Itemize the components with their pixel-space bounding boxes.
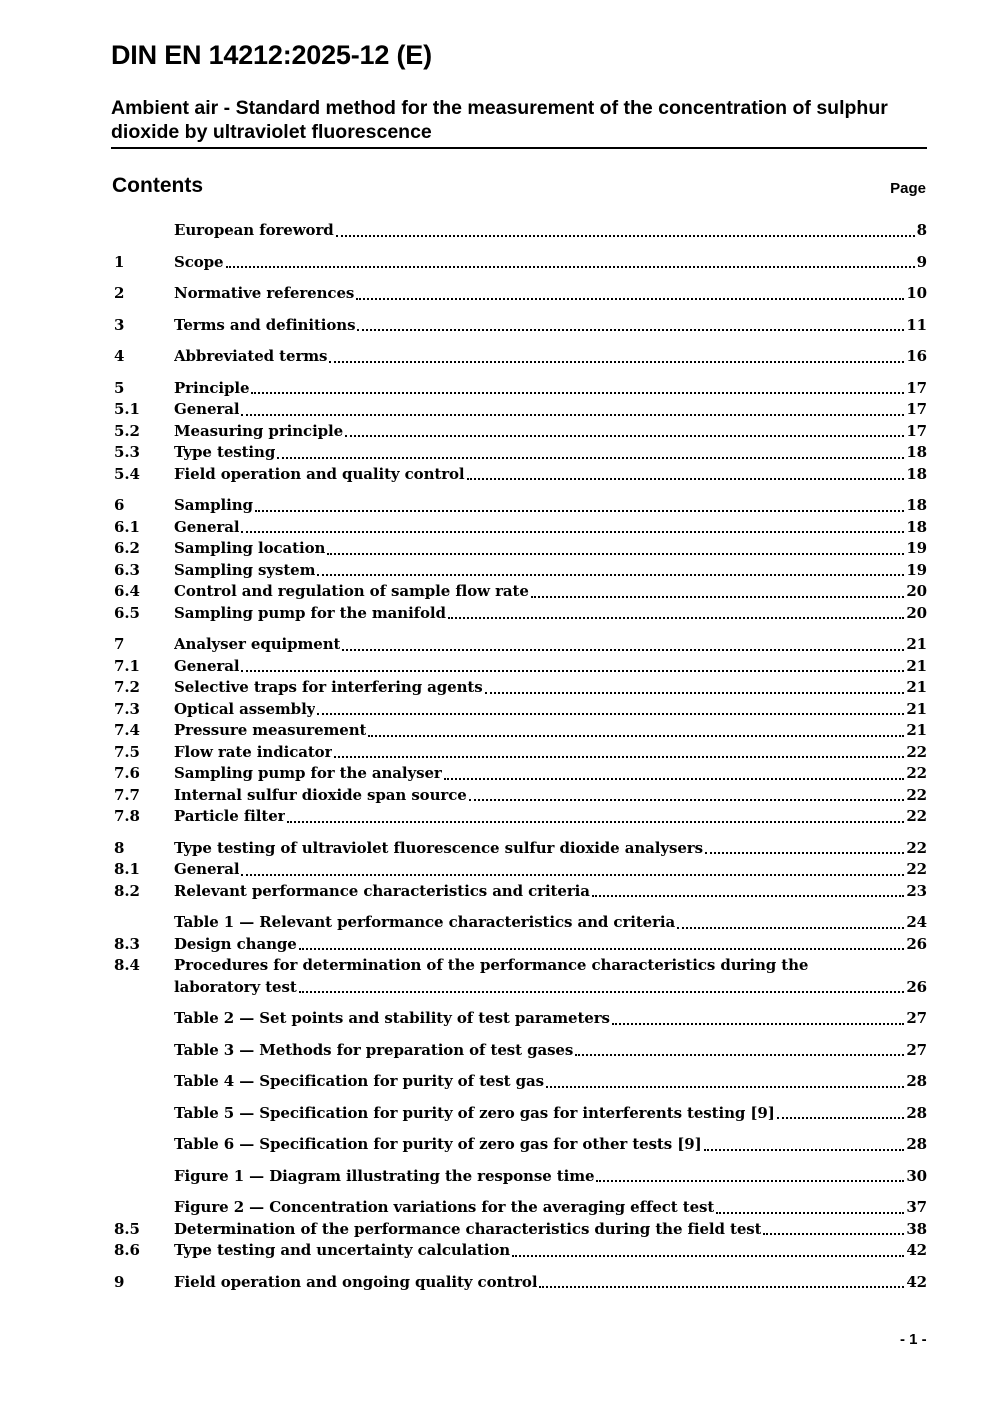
- toc-entry-page: 26: [906, 977, 927, 996]
- toc-entry[interactable]: [114, 560, 927, 582]
- toc-group: [114, 838, 927, 903]
- toc-entry-title: Sampling pump for the analyser: [174, 764, 442, 782]
- toc-entry-title: European foreword: [174, 221, 334, 239]
- toc-entry-title: Optical assembly: [174, 699, 316, 718]
- toc-entry-page: 42: [906, 1272, 927, 1291]
- toc-entry-page: 10: [906, 284, 927, 302]
- dot-leader: [317, 713, 904, 715]
- dot-leader: [596, 1180, 904, 1182]
- toc-group: [114, 315, 927, 337]
- dot-leader: [287, 821, 904, 823]
- dot-leader: [357, 329, 904, 331]
- toc-entry[interactable]: [114, 859, 927, 881]
- toc-group: [114, 1071, 927, 1093]
- toc-group: [114, 1197, 927, 1262]
- toc-entry-number: 5.2: [114, 421, 140, 440]
- dot-leader: [317, 574, 904, 576]
- dot-leader: [336, 235, 915, 237]
- toc-entry-number: 7.2: [114, 678, 140, 696]
- toc-entry-title: Design change: [174, 934, 297, 953]
- toc-entry-number: 8.2: [114, 881, 140, 900]
- toc-entry-page: 19: [906, 539, 927, 557]
- toc-entry[interactable]: [114, 1071, 927, 1093]
- toc-entry-title: Table 6 — Specification for purity of zero gas for other tests [9]: [174, 1135, 702, 1153]
- toc-entry-number: 5.1: [114, 400, 140, 418]
- contents-heading: Contents: [112, 174, 203, 197]
- toc-entry-title: Flow rate indicator: [174, 742, 333, 761]
- toc-entry-number: 6.2: [114, 539, 140, 557]
- toc-entry-page: 21: [906, 699, 927, 718]
- dot-leader: [777, 1117, 905, 1119]
- toc-entry-title: Measuring principle: [174, 421, 344, 440]
- toc-entry-number: 6: [114, 496, 125, 514]
- toc-entry-title: Selective traps for interfering agents: [174, 678, 483, 696]
- toc-entry[interactable]: [114, 1040, 927, 1062]
- toc-entry[interactable]: [114, 1166, 927, 1188]
- toc-entry-number: 6.4: [114, 582, 140, 600]
- dot-leader: [342, 649, 904, 651]
- toc-entry-number: 8.1: [114, 860, 140, 878]
- dot-leader: [444, 778, 905, 780]
- toc-entry[interactable]: [114, 634, 927, 656]
- toc-entry-page: 28: [906, 1072, 927, 1090]
- toc-entry-page: 27: [906, 1009, 927, 1027]
- toc-entry[interactable]: [114, 656, 927, 678]
- toc-entry-title: General: [174, 860, 240, 878]
- toc-entry-number: 6.3: [114, 560, 140, 579]
- toc-entry-page: 21: [906, 635, 927, 653]
- toc-group: [114, 252, 927, 274]
- toc-group: [114, 378, 927, 486]
- dot-leader: [241, 874, 904, 876]
- toc-entry-page: 22: [906, 742, 927, 761]
- dot-leader: [467, 478, 905, 480]
- toc-entry-page: 38: [906, 1219, 927, 1238]
- toc-entry[interactable]: [114, 838, 927, 860]
- toc-entry[interactable]: [114, 955, 927, 977]
- toc-entry-title: Table 1 — Relevant performance characteristics and criteria: [174, 913, 676, 931]
- toc-entry-page: 22: [906, 807, 927, 825]
- toc-entry[interactable]: [114, 283, 927, 305]
- dot-leader: [334, 756, 904, 758]
- toc-entry[interactable]: [114, 517, 927, 539]
- toc-group: [114, 1272, 927, 1294]
- page-number: - 1 -: [900, 1331, 927, 1348]
- dot-leader: [299, 948, 905, 950]
- toc-group: [114, 1040, 927, 1062]
- dot-leader: [592, 895, 904, 897]
- toc-entry-title: Type testing: [174, 443, 276, 461]
- dot-leader: [531, 596, 905, 598]
- toc-entry-number: 5.3: [114, 443, 140, 461]
- toc-entry-title: Procedures for determination of the performance characteristics during the: [174, 956, 809, 974]
- toc-entry-number: 8.4: [114, 956, 140, 974]
- toc-entry-page: 22: [906, 785, 927, 804]
- toc-entry-page: 28: [906, 1103, 927, 1122]
- toc-entry-page: 21: [906, 678, 927, 696]
- toc-entry-page: 17: [906, 378, 927, 397]
- toc-entry-page: 21: [906, 656, 927, 675]
- toc-entry-title: Normative references: [174, 284, 355, 302]
- toc-entry-title: Analyser equipment: [174, 635, 341, 653]
- toc-entry-number: 7.8: [114, 807, 140, 825]
- toc-entry-number: 4: [114, 347, 125, 365]
- toc-entry-title: Pressure measurement: [174, 721, 367, 739]
- toc-entry-page: 24: [906, 913, 927, 931]
- toc-entry-page: 17: [906, 400, 927, 418]
- toc-entry-number: 6.5: [114, 603, 140, 622]
- toc-entry[interactable]: [114, 581, 927, 603]
- toc-entry-page: 8: [916, 221, 927, 239]
- toc-entry-number: 8.3: [114, 934, 140, 953]
- dot-leader: [677, 927, 904, 929]
- toc-entry-page: 18: [906, 517, 927, 536]
- toc-group: [114, 912, 927, 998]
- toc-entry-number: 8: [114, 838, 125, 857]
- toc-entry-page: 26: [906, 934, 927, 953]
- toc-entry-page: 18: [906, 464, 927, 483]
- toc-entry-title: Determination of the performance characteristics during the field test: [174, 1219, 762, 1238]
- toc-entry[interactable]: [114, 881, 927, 903]
- toc-entry-title-continued: laboratory test: [174, 977, 297, 996]
- toc-entry-number: 7.6: [114, 764, 140, 782]
- dot-leader: [241, 414, 904, 416]
- toc-entry-title: Figure 2 — Concentration variations for the averaging effect test: [174, 1198, 715, 1216]
- toc-entry-page: 23: [906, 881, 927, 900]
- toc-entry-page: 21: [906, 721, 927, 739]
- dot-leader: [299, 991, 905, 993]
- dot-leader: [277, 457, 904, 459]
- toc-group: [114, 495, 927, 624]
- toc-entry-continuation[interactable]: [114, 977, 927, 999]
- toc-entry-page: 16: [906, 347, 927, 365]
- toc-entry-number: 7.1: [114, 656, 140, 675]
- toc-entry-number: 5: [114, 378, 125, 397]
- toc-entry-title: Figure 1 — Diagram illustrating the response time: [174, 1166, 595, 1185]
- toc-entry[interactable]: [114, 742, 927, 764]
- toc-entry-title: Sampling pump for the manifold: [174, 603, 446, 622]
- toc-group: [114, 1166, 927, 1188]
- dot-leader: [546, 1086, 904, 1088]
- toc-entry-title: Scope: [174, 252, 224, 271]
- toc-entry-title: General: [174, 656, 240, 675]
- toc-entry[interactable]: [114, 699, 927, 721]
- toc-entry-title: Table 3 — Methods for preparation of test gases: [174, 1040, 574, 1059]
- toc-entry-page: 11: [906, 315, 927, 334]
- toc-entry-title: Relevant performance characteristics and criteria: [174, 881, 590, 900]
- toc-entry-title: Internal sulfur dioxide span source: [174, 785, 467, 804]
- toc-entry-title: Principle: [174, 378, 250, 397]
- toc-entry-title: Sampling location: [174, 539, 326, 557]
- toc-group: [114, 1103, 927, 1125]
- dot-leader: [241, 531, 904, 533]
- toc-entry-number: 2: [114, 284, 125, 302]
- toc-entry-page: 17: [906, 421, 927, 440]
- toc-entry-page: 20: [906, 582, 927, 600]
- toc-entry-number: 7.4: [114, 721, 140, 739]
- toc-entry[interactable]: [114, 1008, 927, 1030]
- dot-leader: [705, 852, 904, 854]
- dot-leader: [329, 361, 904, 363]
- toc-entry[interactable]: [114, 315, 927, 337]
- page-column-heading: Page: [890, 180, 926, 197]
- toc-entry[interactable]: [114, 720, 927, 742]
- toc-entry-page: 20: [906, 603, 927, 622]
- toc-entry-page: 22: [906, 838, 927, 857]
- toc-entry-title: Type testing and uncertainty calculation: [174, 1241, 511, 1259]
- table-of-contents: [114, 220, 927, 1303]
- dot-leader: [226, 266, 915, 268]
- dot-leader: [368, 735, 904, 737]
- toc-entry[interactable]: [114, 346, 927, 368]
- toc-entry-title: Terms and definitions: [174, 315, 356, 334]
- toc-entry-number: 7.3: [114, 699, 140, 718]
- dot-leader: [539, 1286, 904, 1288]
- toc-group: [114, 1134, 927, 1156]
- toc-entry-number: 1: [114, 252, 125, 271]
- toc-entry-title: Abbreviated terms: [174, 347, 328, 365]
- dot-leader: [251, 392, 904, 394]
- toc-entry-title: Control and regulation of sample flow rate: [174, 582, 529, 600]
- toc-entry[interactable]: [114, 1134, 927, 1156]
- document-id: DIN EN 14212:2025-12 (E): [111, 40, 432, 70]
- toc-group: [114, 634, 927, 828]
- toc-entry-title: Sampling system: [174, 560, 316, 579]
- toc-entry-page: 22: [906, 764, 927, 782]
- toc-entry-title: Table 4 — Specification for purity of test gas: [174, 1072, 544, 1090]
- toc-entry[interactable]: [114, 220, 927, 242]
- toc-entry-title: Field operation and quality control: [174, 464, 465, 483]
- toc-entry[interactable]: [114, 442, 927, 464]
- toc-entry[interactable]: [114, 806, 927, 828]
- dot-leader: [763, 1233, 904, 1235]
- dot-leader: [704, 1149, 905, 1151]
- toc-entry[interactable]: [114, 1219, 927, 1241]
- toc-entry-page: 9: [916, 252, 927, 271]
- toc-entry[interactable]: [114, 934, 927, 956]
- dot-leader: [612, 1023, 904, 1025]
- toc-entry[interactable]: [114, 399, 927, 421]
- toc-entry-title: Particle filter: [174, 807, 286, 825]
- toc-entry-page: 42: [906, 1241, 927, 1259]
- toc-entry-page: 22: [906, 860, 927, 878]
- toc-entry-page: 18: [906, 496, 927, 514]
- toc-entry-title: Table 2 — Set points and stability of test parameters: [174, 1009, 610, 1027]
- toc-entry-title: Sampling: [174, 496, 253, 514]
- toc-entry[interactable]: [114, 495, 927, 517]
- toc-entry-page: 30: [906, 1166, 927, 1185]
- toc-entry[interactable]: [114, 378, 927, 400]
- dot-leader: [512, 1255, 904, 1257]
- toc-group: [114, 346, 927, 368]
- toc-entry[interactable]: [114, 538, 927, 560]
- toc-entry-page: 28: [906, 1135, 927, 1153]
- toc-entry[interactable]: [114, 1272, 927, 1294]
- toc-entry-page: 27: [906, 1040, 927, 1059]
- dot-leader: [448, 617, 904, 619]
- toc-entry-number: 8.5: [114, 1219, 140, 1238]
- toc-entry[interactable]: [114, 785, 927, 807]
- toc-entry[interactable]: [114, 421, 927, 443]
- dot-leader: [469, 799, 905, 801]
- toc-entry-number: 9: [114, 1272, 125, 1291]
- toc-entry[interactable]: [114, 1240, 927, 1262]
- toc-entry-number: 7.5: [114, 742, 140, 761]
- toc-entry-title: General: [174, 517, 240, 536]
- toc-entry-title: Field operation and ongoing quality control: [174, 1272, 538, 1291]
- toc-entry[interactable]: [114, 912, 927, 934]
- toc-entry[interactable]: [114, 603, 927, 625]
- toc-group: [114, 283, 927, 305]
- dot-leader: [716, 1212, 904, 1214]
- dot-leader: [356, 298, 904, 300]
- toc-entry-number: 8.6: [114, 1241, 140, 1259]
- toc-entry[interactable]: [114, 252, 927, 274]
- toc-group: [114, 1008, 927, 1030]
- dot-leader: [327, 553, 904, 555]
- toc-entry[interactable]: [114, 763, 927, 785]
- toc-entry[interactable]: [114, 677, 927, 699]
- toc-entry-title: General: [174, 400, 240, 418]
- toc-entry[interactable]: [114, 1103, 927, 1125]
- toc-entry-number: 6.1: [114, 517, 140, 536]
- toc-entry-number: 7.7: [114, 785, 140, 804]
- toc-entry[interactable]: [114, 464, 927, 486]
- document-title: Ambient air - Standard method for the measurement of the concentration of sulphur dioxide by ultraviolet fluorescence: [111, 96, 927, 149]
- toc-entry-number: 3: [114, 315, 125, 334]
- dot-leader: [255, 510, 904, 512]
- toc-entry[interactable]: [114, 1197, 927, 1219]
- toc-entry-title: Table 5 — Specification for purity of zero gas for interferents testing [9]: [174, 1103, 775, 1122]
- toc-entry-page: 18: [906, 443, 927, 461]
- toc-entry-title: Type testing of ultraviolet fluorescence sulfur dioxide analysers: [174, 838, 703, 857]
- dot-leader: [485, 692, 905, 694]
- toc-entry-page: 37: [906, 1198, 927, 1216]
- dot-leader: [575, 1054, 904, 1056]
- toc-entry-number: 5.4: [114, 464, 140, 483]
- dot-leader: [241, 670, 904, 672]
- toc-entry-page: 19: [906, 560, 927, 579]
- dot-leader: [345, 435, 904, 437]
- toc-entry-number: 7: [114, 635, 125, 653]
- toc-group: [114, 220, 927, 242]
